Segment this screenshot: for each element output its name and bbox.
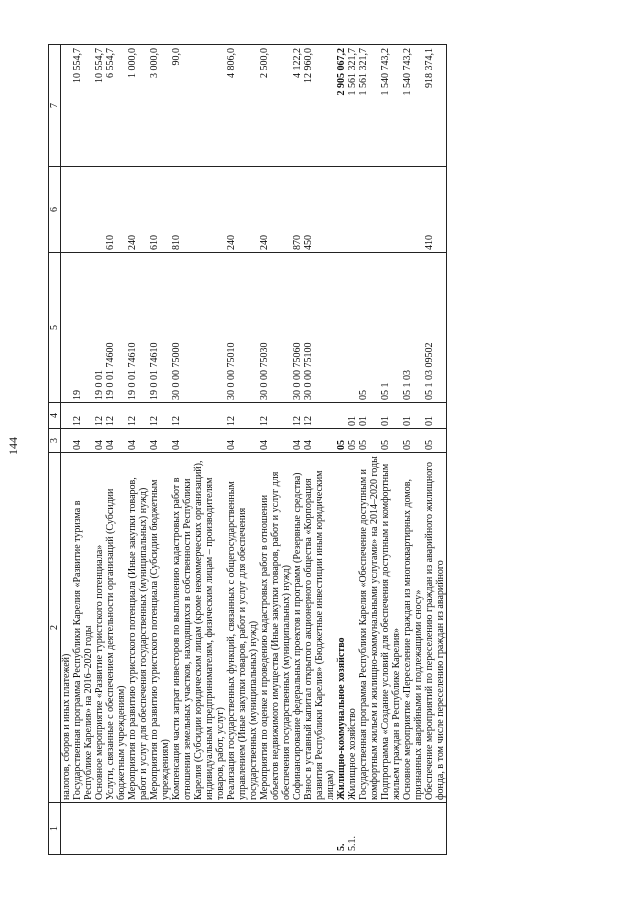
table-row [94, 45, 105, 855]
col-header: 1 [49, 803, 61, 855]
table-row [292, 45, 303, 855]
cell-vr [380, 167, 402, 253]
cell-vr: 240 [127, 167, 149, 253]
col-header: 6 [49, 167, 61, 253]
cell-csr: 19 0 01 74610 [149, 253, 171, 403]
cell-rz: 05 [347, 429, 358, 453]
table-row [72, 45, 94, 855]
cell-name: Услуги, связанные с обеспечением деятельности организаций (Субсидии бюджетным учреждениям) [105, 453, 127, 803]
cell-vr [402, 167, 424, 253]
cell-vr [358, 167, 380, 253]
cell-sum: 1 561 321,7 [347, 45, 358, 167]
cell-no [226, 803, 259, 855]
col-header: 3 [49, 429, 61, 453]
budget-table [48, 44, 447, 855]
cell-pr: 12 [292, 403, 303, 429]
table-header-row [49, 45, 61, 855]
cell-vr: 450 [303, 167, 336, 253]
cell-sum: 4 806,0 [226, 45, 259, 167]
cell-pr: 12 [303, 403, 336, 429]
cell-sum: 2 500,0 [259, 45, 292, 167]
cell-csr: 19 [72, 253, 94, 403]
table-row [380, 45, 402, 855]
cell-no [358, 803, 380, 855]
table-row [347, 45, 358, 855]
table-row [358, 45, 380, 855]
table-row [171, 45, 226, 855]
cell-name: Софинансирование федеральных проектов и программ (Резервные средства) [292, 453, 303, 803]
cell-rz: 04 [303, 429, 336, 453]
cell-sum: 3 000,0 [149, 45, 171, 167]
cell-no [171, 803, 226, 855]
cell-pr: 01 [402, 403, 424, 429]
cell-name: Мероприятия по развитию туристского потенциала (Иные закупки товаров, работ и услуг для обеспечения государственных (муниципальных) нужд) [127, 453, 149, 803]
cell-csr [336, 253, 347, 403]
cell-pr: 01 [424, 403, 447, 429]
cell-no [259, 803, 292, 855]
cell-rz: 04 [292, 429, 303, 453]
cell-pr: 12 [94, 403, 105, 429]
cell-csr: 30 0 00 75030 [259, 253, 292, 403]
cell-vr: 610 [105, 167, 127, 253]
cell-sum: 1 000,0 [127, 45, 149, 167]
cell-no [72, 803, 94, 855]
cell-rz: 05 [402, 429, 424, 453]
cell-name: Взнос в уставный капитал открытого акционерного общества «Корпорация развития Республики Карелия» (Бюджетные инвестиции иным юридическим лицам) [303, 453, 336, 803]
cell-csr: 05 1 [380, 253, 402, 403]
cell-no: 5.1. [347, 803, 358, 855]
table-row [303, 45, 336, 855]
cell-sum: 10 554,7 [72, 45, 94, 167]
table-row [105, 45, 127, 855]
cell-sum: 1 540 743,2 [402, 45, 424, 167]
cell-pr: 12 [72, 403, 94, 429]
cell-no [105, 803, 127, 855]
cell-sum: 90,0 [171, 45, 226, 167]
cell-pr: 01 [358, 403, 380, 429]
cell-vr [94, 167, 105, 253]
table-row [336, 45, 347, 855]
cell-sum: 12 960,0 [303, 45, 336, 167]
cell-csr: 19 0 01 [94, 253, 105, 403]
cell-pr: 12 [105, 403, 127, 429]
col-header: 2 [49, 453, 61, 803]
cell-vr: 240 [226, 167, 259, 253]
cell-pr [61, 403, 73, 429]
cell-pr: 12 [259, 403, 292, 429]
cell-no [292, 803, 303, 855]
cell-rz: 04 [171, 429, 226, 453]
cell-rz: 04 [149, 429, 171, 453]
cell-vr: 810 [171, 167, 226, 253]
table-row [259, 45, 292, 855]
cell-no [149, 803, 171, 855]
cell-sum: 918 374,1 [424, 45, 447, 167]
cell-name: Государственная программа Республики Карелия «Развитие туризма в Республике Карелия» на 2016–2020 годы [72, 453, 94, 803]
cell-sum: 1 540 743,2 [380, 45, 402, 167]
cell-no [380, 803, 402, 855]
cell-rz: 04 [72, 429, 94, 453]
cell-name: Мероприятия по развитию туристского потенциала (Субсидии бюджетным учреждениям) [149, 453, 171, 803]
table-row [127, 45, 149, 855]
cell-pr: 12 [127, 403, 149, 429]
cell-csr: 05 1 03 [402, 253, 424, 403]
cell-name: Мероприятия по оценке и проведению кадастровых работ в отношении объектов недвижимого имущества (Иные закупки товаров, работ и услуг для обеспечения государственных (муниципальных) нужд) [259, 453, 292, 803]
page-number: 144 [6, 437, 20, 455]
cell-csr: 30 0 00 75100 [303, 253, 336, 403]
cell-csr: 05 1 03 09502 [424, 253, 447, 403]
cell-pr: 12 [226, 403, 259, 429]
cell-rz: 05 [358, 429, 380, 453]
cell-pr: 01 [380, 403, 402, 429]
cell-name: Жилищно-коммунальное хозяйство [336, 453, 347, 803]
cell-no [61, 803, 73, 855]
col-header: 5 [49, 253, 61, 403]
cell-csr: 19 0 01 74610 [127, 253, 149, 403]
cell-name: Компенсация части затрат инвесторов по выполнению кадастровых работ в отношении земельных участков, находящихся в собственности Республики Карелия (Субсидии юридическим лицам (кроме некоммерческих организаций), индивидуальным предпринимателям, физическим лицам – производителям товаров, работ, услуг) [171, 453, 226, 803]
table-row [149, 45, 171, 855]
table-row [424, 45, 447, 855]
cell-name: налогов, сборов и иных платежей) [61, 453, 73, 803]
cell-name: Обеспечение мероприятий по переселению граждан из аварийного жилищного фонда, в том числе переселению граждан из аварийного [424, 453, 447, 803]
cell-sum: 10 554,7 [94, 45, 105, 167]
cell-vr: 410 [424, 167, 447, 253]
cell-no [127, 803, 149, 855]
cell-name: Основное мероприятие «Развитие туристского потенциала» [94, 453, 105, 803]
cell-sum: 2 905 067,2 [336, 45, 347, 167]
cell-sum: 1 561 321,7 [358, 45, 380, 167]
cell-rz: 04 [259, 429, 292, 453]
cell-sum: 4 122,2 [292, 45, 303, 167]
cell-no: 5. [336, 803, 347, 855]
cell-rz: 04 [105, 429, 127, 453]
cell-vr [347, 167, 358, 253]
cell-vr [72, 167, 94, 253]
cell-no [303, 803, 336, 855]
cell-name: Основное мероприятие «Переселение граждан из многоквартирных домов, признанных аварийными и подлежащими сносу» [402, 453, 424, 803]
cell-rz: 05 [424, 429, 447, 453]
cell-sum [61, 45, 73, 167]
cell-csr: 19 0 01 74600 [105, 253, 127, 403]
cell-no [402, 803, 424, 855]
cell-no [424, 803, 447, 855]
table-row [402, 45, 424, 855]
cell-csr [61, 253, 73, 403]
cell-rz: 05 [336, 429, 347, 453]
cell-pr [336, 403, 347, 429]
table-row [61, 45, 73, 855]
cell-csr: 30 0 00 75010 [226, 253, 259, 403]
cell-csr: 05 [358, 253, 380, 403]
cell-csr [347, 253, 358, 403]
cell-csr: 30 0 00 75060 [292, 253, 303, 403]
rotated-page [6, 45, 613, 855]
table-row [226, 45, 259, 855]
cell-pr: 12 [171, 403, 226, 429]
cell-name: Подпрограмма «Создание условий для обеспечения доступным и комфортным жильем граждан в Республике Карелия» [380, 453, 402, 803]
cell-vr: 240 [259, 167, 292, 253]
cell-vr: 870 [292, 167, 303, 253]
cell-name: Жилищное хозяйство [347, 453, 358, 803]
cell-rz: 04 [94, 429, 105, 453]
cell-rz: 05 [380, 429, 402, 453]
cell-rz [61, 429, 73, 453]
cell-vr: 610 [149, 167, 171, 253]
cell-csr: 30 0 00 75000 [171, 253, 226, 403]
cell-vr [61, 167, 73, 253]
cell-sum: 6 554,7 [105, 45, 127, 167]
cell-pr: 01 [347, 403, 358, 429]
cell-rz: 04 [226, 429, 259, 453]
cell-rz: 04 [127, 429, 149, 453]
cell-vr [336, 167, 347, 253]
cell-no [94, 803, 105, 855]
col-header: 7 [49, 45, 61, 167]
cell-name: Государственная программа Республики Карелия «Обеспечение доступным и комфортным жильем и жилищно-коммунальными услугами» на 2014–2020 годы [358, 453, 380, 803]
cell-pr: 12 [149, 403, 171, 429]
cell-name: Реализация государственных функций, связанных с общегосударственным управлением (Иные закупки товаров, работ и услуг для обеспечения государственных (муниципальных) нужд) [226, 453, 259, 803]
col-header: 4 [49, 403, 61, 429]
